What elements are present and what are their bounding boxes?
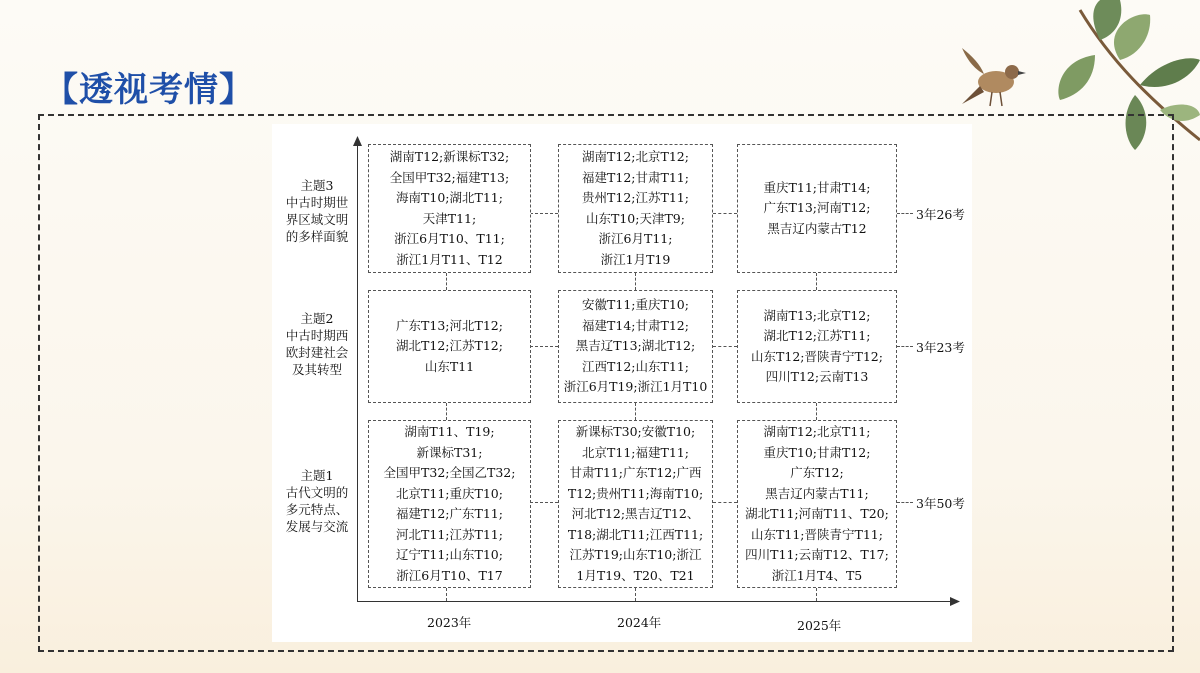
exam-entry: 浙江6月T19;浙江1月T10: [563, 379, 708, 395]
cell-topic2-2025: [737, 290, 897, 403]
exam-entry: 山东T11: [424, 358, 475, 374]
page-title: 【透视考情】: [44, 70, 254, 110]
exam-entry: 湖南T12;北京T11;: [763, 424, 871, 439]
exam-entry: 山东T11;晋陕青宁T11;: [751, 526, 883, 542]
connector: [635, 588, 636, 601]
connector: [530, 213, 558, 214]
exam-entry: 浙江1月T4、T5: [771, 567, 863, 583]
connector: [446, 403, 447, 420]
topic-2-label: [274, 310, 360, 378]
topic-1-label: [274, 467, 360, 535]
exam-entry: 北京T11;福建T11;: [582, 444, 689, 460]
diagram-panel: [272, 124, 972, 642]
exam-entry: 江苏T19;山东T10;浙江: [569, 547, 702, 562]
cell-topic1-2025: [737, 420, 897, 588]
exam-entry: 河北T11;江苏T11;: [396, 526, 503, 542]
exam-entry: 浙江6月T10、T17: [396, 567, 503, 583]
exam-entry: 天津T11;: [422, 210, 477, 226]
cell-topic3-2025: [737, 144, 897, 273]
exam-entry: 全国甲T32;福建T13;: [389, 169, 510, 185]
x-axis-arrow-icon: [950, 597, 960, 606]
exam-entry: 四川T12;云南T13: [765, 369, 869, 384]
topic-2-number: 主题2: [300, 311, 334, 326]
cell-topic1-2024: [558, 420, 713, 588]
topic-3-number: 主题3: [300, 178, 334, 193]
topic-2-count: 3年23考: [916, 340, 965, 355]
y-axis-arrow-icon: [353, 136, 362, 146]
exam-entry: 河北T12;黑吉辽T12、: [571, 506, 700, 521]
exam-entry: 浙江1月T19: [600, 251, 671, 267]
exam-entry: 湖北T12;江苏T11;: [763, 328, 871, 343]
exam-entry: 湖南T11、T19;: [404, 424, 495, 439]
cell-topic2-2023: [368, 290, 531, 403]
connector: [530, 346, 558, 347]
connector: [816, 588, 817, 601]
topic-2-line: 中古时期西: [285, 328, 349, 343]
exam-entry: 广东T13;河南T12;: [763, 200, 871, 216]
topic-3-line: 的多样面貌: [285, 229, 349, 244]
connector: [816, 273, 817, 290]
exam-entry: 安徽T11;重庆T10;: [582, 297, 689, 313]
topic-3-count: 3年26考: [916, 207, 965, 222]
exam-entry: 黑吉辽内蒙古T11;: [765, 485, 869, 501]
exam-entry: 贵州T12;江苏T11;: [582, 190, 689, 205]
exam-entry: 山东T12;晋陕青宁T12;: [751, 348, 883, 364]
topic-1-count: 3年50考: [916, 496, 965, 511]
topic-1-number: 主题1: [300, 468, 334, 483]
year-label-2025: 2025年: [797, 618, 842, 633]
connector: [713, 502, 737, 503]
exam-entry: 重庆T11;甘肃T14;: [763, 179, 871, 195]
sparrow-illustration: [958, 42, 1030, 114]
topic-3-line: 界区域文明: [285, 212, 349, 227]
exam-entry: 辽宁T11;山东T10;: [396, 547, 503, 562]
exam-entry: 浙江6月T11;: [598, 231, 673, 246]
topic-1-line: 发展与交流: [285, 519, 349, 534]
exam-entry: 山东T10;天津T9;: [586, 210, 685, 226]
exam-entry: 湖南T13;北京T12;: [763, 307, 871, 323]
exam-entry: 全国甲T32;全国乙T32;: [383, 465, 516, 480]
connector: [635, 403, 636, 420]
exam-entry: T12;贵州T11;海南T10;: [567, 485, 704, 501]
cell-topic3-2024: [558, 144, 713, 273]
exam-entry: 湖南T12;新课标T32;: [389, 149, 510, 164]
topic-2-line: 及其转型: [291, 362, 342, 377]
topic-3-label: [274, 177, 360, 245]
topic-2-line: 欧封建社会: [285, 345, 349, 360]
exam-entry: 广东T13;河北T12;: [396, 317, 503, 333]
connector: [635, 273, 636, 290]
connector: [897, 346, 913, 347]
exam-entry: 新课标T31;: [416, 444, 483, 460]
connector: [446, 588, 447, 601]
exam-entry: 浙江1月T11、T12: [396, 251, 503, 267]
connector: [530, 502, 558, 503]
topic-1-line: 多元特点、: [285, 502, 349, 517]
exam-entry: 黑吉辽内蒙古T12: [767, 220, 867, 236]
exam-entry: 北京T11;重庆T10;: [396, 485, 503, 501]
exam-entry: 湖北T12;江苏T12;: [396, 338, 503, 354]
connector: [897, 213, 913, 214]
exam-entry: 四川T11;云南T12、T17;: [745, 547, 889, 562]
exam-entry: 甘肃T11;广东T12;广西: [569, 465, 702, 480]
topic-3-line: 中古时期世: [285, 195, 349, 210]
exam-entry: 浙江6月T10、T11;: [394, 231, 505, 246]
exam-entry: 湖南T12;北京T12;: [582, 149, 689, 164]
exam-entry: 重庆T10;甘肃T12;: [763, 444, 871, 460]
connector: [713, 346, 737, 347]
exam-entry: 湖北T11;河南T11、T20;: [745, 506, 889, 521]
cell-topic2-2024: [558, 290, 713, 403]
exam-entry: 福建T12;广东T11;: [396, 506, 503, 521]
year-label-2023: 2023年: [427, 615, 472, 630]
exam-entry: 1月T19、T20、T21: [576, 567, 695, 583]
cell-topic3-2023: [368, 144, 531, 273]
connector: [816, 403, 817, 420]
connector: [446, 273, 447, 290]
exam-entry: 新课标T30;安徽T10;: [575, 424, 696, 439]
exam-entry: 江西T12;山东T11;: [582, 358, 689, 374]
exam-entry: 黑吉辽T13;湖北T12;: [575, 338, 696, 354]
exam-entry: 福建T14;甘肃T12;: [582, 317, 689, 333]
exam-entry: 广东T12;: [790, 465, 844, 480]
topic-1-line: 古代文明的: [285, 485, 349, 500]
exam-entry: 福建T12;甘肃T11;: [582, 169, 689, 185]
exam-entry: 海南T10;湖北T11;: [396, 190, 503, 205]
cell-topic1-2023: [368, 420, 531, 588]
connector: [897, 502, 913, 503]
exam-entry: T18;湖北T11;江西T11;: [567, 526, 704, 542]
x-axis: [357, 601, 951, 602]
year-label-2024: 2024年: [617, 615, 662, 630]
connector: [713, 213, 737, 214]
